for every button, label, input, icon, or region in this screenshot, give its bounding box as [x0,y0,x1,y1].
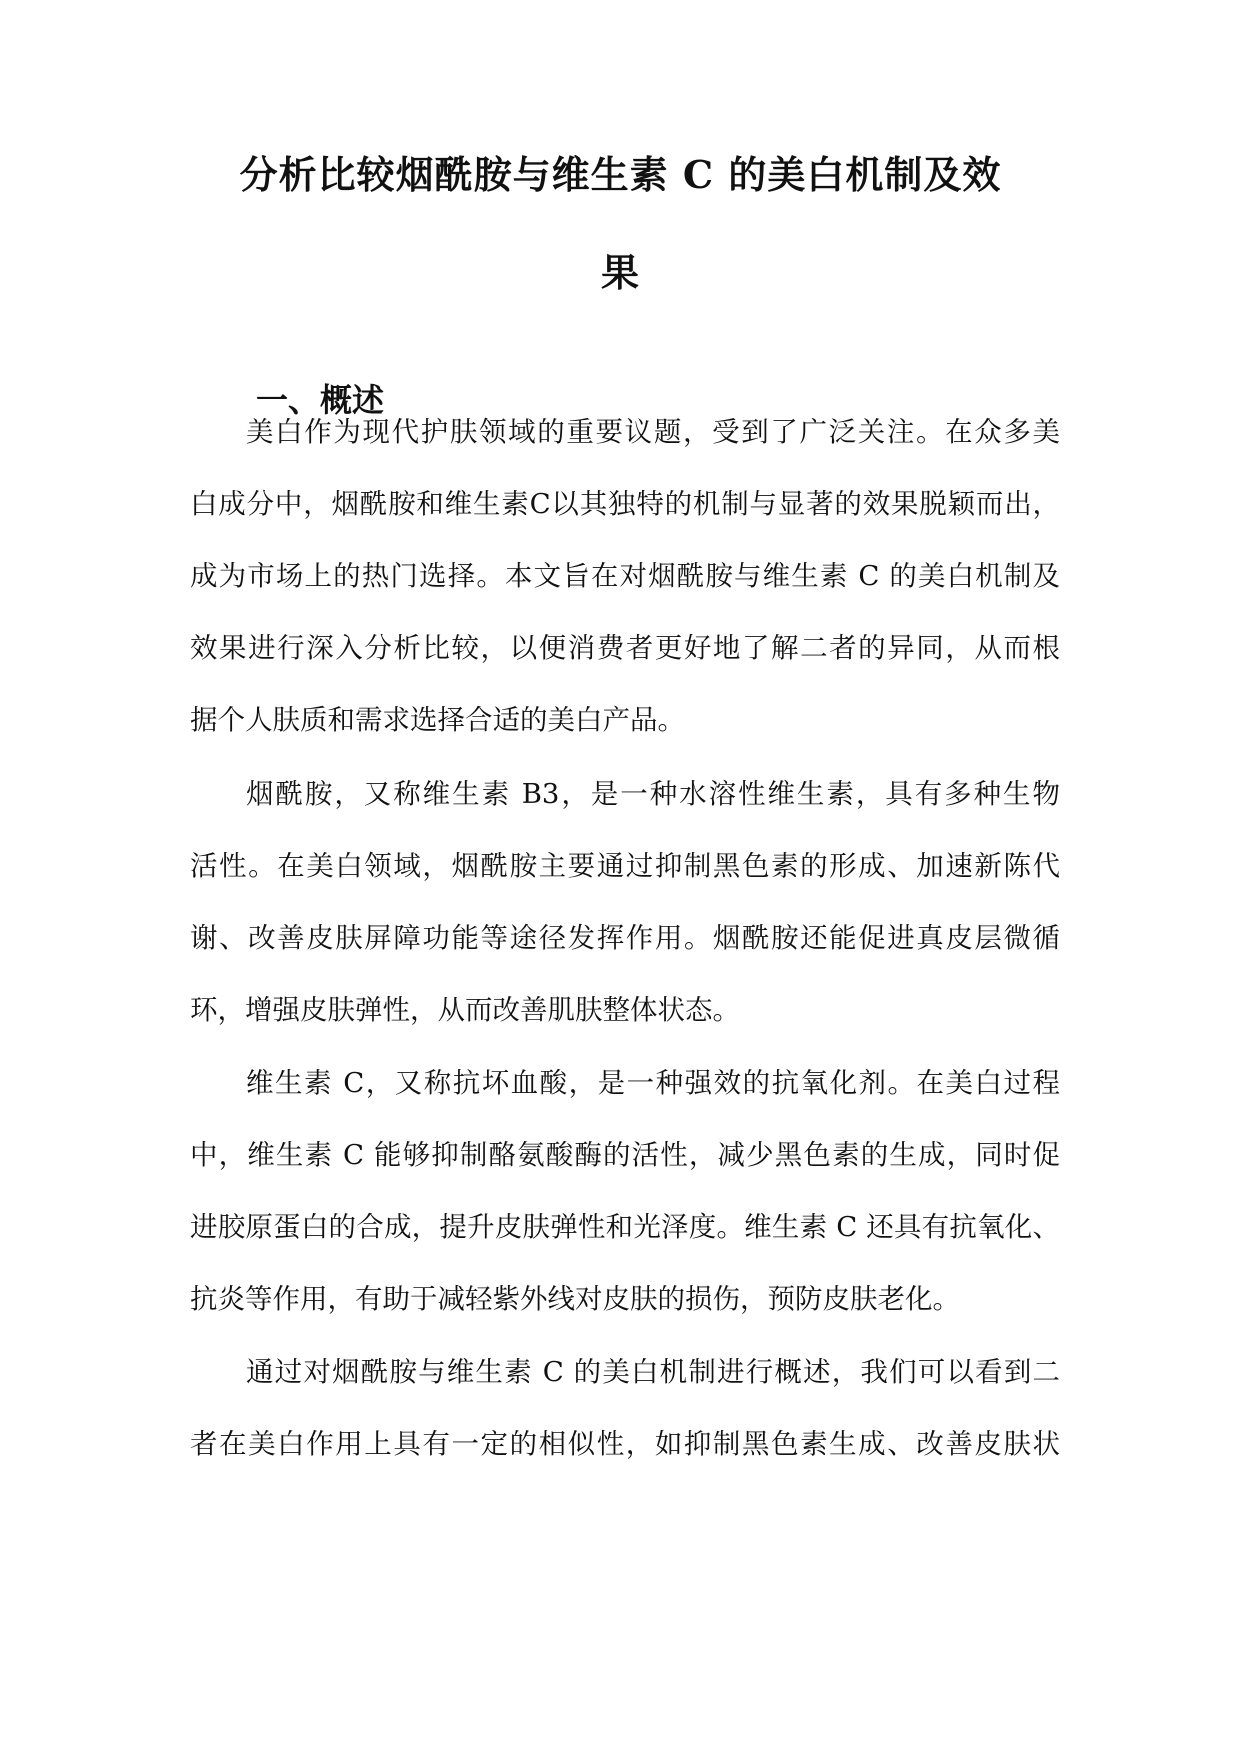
paragraph-2-line-3: 谢、改善皮肤屏障功能等途径发挥作用。烟酰胺还能促进真皮层微循 [190,922,1060,954]
paragraph-3-line-1: 维生素 C，又称抗坏血酸，是一种强效的抗氧化剂。在美白过程 [246,1067,1060,1099]
paragraph-2-line-1: 烟酰胺，又称维生素 B3，是一种水溶性维生素，具有多种生物 [246,778,1060,810]
paragraph-1-line-3: 成为市场上的热门选择。本文旨在对烟酰胺与维生素 C 的美白机制及 [190,560,1060,592]
paragraph-2-line-4: 环，增强皮肤弹性，从而改善肌肤整体状态。 [190,994,740,1026]
paragraph-3-line-3: 进胶原蛋白的合成，提升皮肤弹性和光泽度。维生素 C 还具有抗氧化、 [190,1211,1060,1243]
paragraph-2-line-2: 活性。在美白领域，烟酰胺主要通过抑制黑色素的形成、加速新陈代 [190,850,1060,882]
paragraph-4-line-2: 者在美白作用上具有一定的相似性，如抑制黑色素生成、改善皮肤状 [190,1428,1060,1460]
paragraph-1-line-5: 据个人肤质和需求选择合适的美白产品。 [190,704,685,736]
paragraph-3-line-4: 抗炎等作用，有助于减轻紫外线对皮肤的损伤，预防皮肤老化。 [190,1283,960,1315]
paragraph-1-line-2: 白成分中，烟酰胺和维生素C以其独特的机制与显著的效果脱颖而出， [190,488,1060,520]
section-heading-overview: 一、概述 [256,381,385,419]
document-title-line-2: 果 [600,250,640,295]
paragraph-1-line-4: 效果进行深入分析比较，以便消费者更好地了解二者的异同，从而根 [190,632,1060,664]
paragraph-1-line-1: 美白作为现代护肤领域的重要议题，受到了广泛关注。在众多美 [246,416,1060,448]
paragraph-4-line-1: 通过对烟酰胺与维生素 C 的美白机制进行概述，我们可以看到二 [246,1356,1060,1388]
paragraph-3-line-2: 中，维生素 C 能够抑制酪氨酸酶的活性，减少黑色素的生成，同时促 [190,1139,1060,1171]
document-title-line-1: 分析比较烟酰胺与维生素 C 的美白机制及效 [239,152,1002,197]
